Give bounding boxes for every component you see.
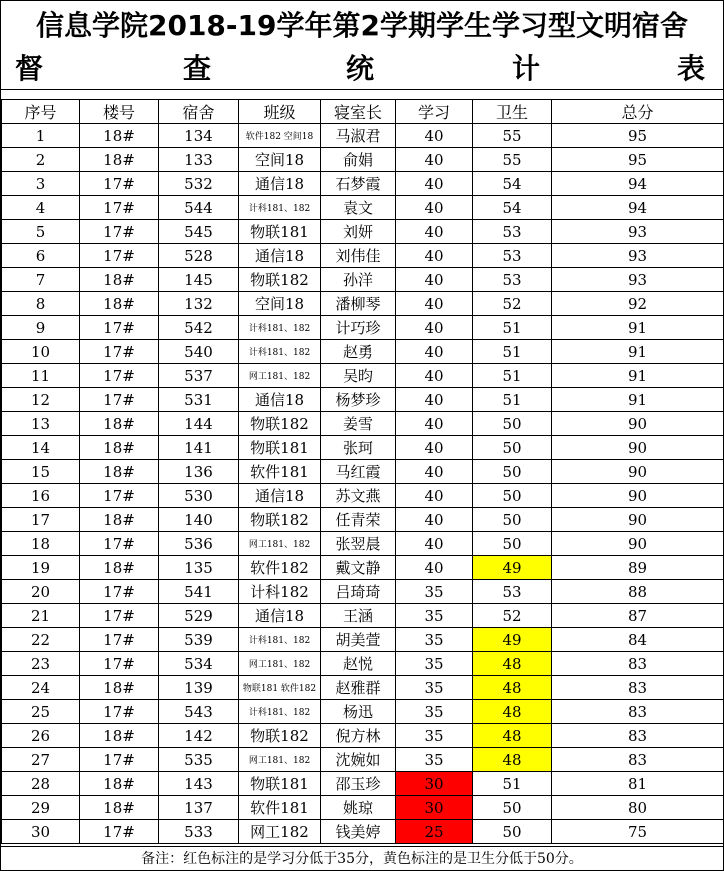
cell-no: 16 xyxy=(2,484,80,508)
cell-study: 40 xyxy=(396,172,473,196)
cell-no: 26 xyxy=(2,724,80,748)
cell-room: 139 xyxy=(159,676,239,700)
cell-hygiene: 54 xyxy=(473,196,552,220)
col-header-leader: 寝室长 xyxy=(321,100,396,124)
cell-building: 17# xyxy=(80,652,159,676)
cell-leader: 邵玉珍 xyxy=(321,772,396,796)
cell-hygiene: 49 xyxy=(473,556,552,580)
cell-no: 20 xyxy=(2,580,80,604)
table-row xyxy=(2,364,724,388)
cell-study: 35 xyxy=(396,604,473,628)
cell-total: 91 xyxy=(552,364,724,388)
cell-total: 90 xyxy=(552,484,724,508)
cell-class: 网工181、182 xyxy=(239,652,321,676)
cell-hygiene: 48 xyxy=(473,676,552,700)
cell-room: 543 xyxy=(159,700,239,724)
cell-class: 网工181、182 xyxy=(239,748,321,772)
cell-total: 95 xyxy=(552,124,724,148)
cell-no: 14 xyxy=(2,436,80,460)
cell-hygiene: 53 xyxy=(473,244,552,268)
cell-building: 17# xyxy=(80,820,159,844)
cell-building: 17# xyxy=(80,244,159,268)
cell-hygiene: 52 xyxy=(473,604,552,628)
cell-building: 17# xyxy=(80,748,159,772)
table-row xyxy=(2,340,724,364)
cell-total: 87 xyxy=(552,604,724,628)
cell-building: 18# xyxy=(80,508,159,532)
cell-total: 90 xyxy=(552,508,724,532)
cell-leader: 计巧珍 xyxy=(321,316,396,340)
cell-study: 40 xyxy=(396,508,473,532)
cell-room: 542 xyxy=(159,316,239,340)
table-row xyxy=(2,148,724,172)
cell-no: 18 xyxy=(2,532,80,556)
cell-leader: 刘妍 xyxy=(321,220,396,244)
cell-leader: 吕琦琦 xyxy=(321,580,396,604)
cell-room: 532 xyxy=(159,172,239,196)
table-row xyxy=(2,268,724,292)
cell-room: 539 xyxy=(159,628,239,652)
table-row xyxy=(2,556,724,580)
cell-study: 40 xyxy=(396,220,473,244)
cell-building: 18# xyxy=(80,412,159,436)
cell-leader: 姜雪 xyxy=(321,412,396,436)
cell-leader: 赵勇 xyxy=(321,340,396,364)
cell-building: 17# xyxy=(80,700,159,724)
cell-hygiene: 49 xyxy=(473,628,552,652)
cell-study: 40 xyxy=(396,196,473,220)
col-header-study: 学习 xyxy=(396,100,473,124)
cell-leader: 张珂 xyxy=(321,436,396,460)
subtitle-char: 督 xyxy=(15,52,44,85)
cell-building: 18# xyxy=(80,124,159,148)
cell-study: 40 xyxy=(396,436,473,460)
cell-total: 90 xyxy=(552,412,724,436)
cell-total: 81 xyxy=(552,772,724,796)
cell-class: 通信18 xyxy=(239,172,321,196)
cell-room: 143 xyxy=(159,772,239,796)
cell-total: 91 xyxy=(552,340,724,364)
cell-building: 17# xyxy=(80,532,159,556)
cell-total: 91 xyxy=(552,316,724,340)
cell-building: 17# xyxy=(80,604,159,628)
cell-total: 94 xyxy=(552,196,724,220)
score-table xyxy=(1,99,724,844)
cell-class: 计科181、182 xyxy=(239,196,321,220)
cell-study: 35 xyxy=(396,628,473,652)
table-row xyxy=(2,724,724,748)
cell-building: 18# xyxy=(80,772,159,796)
cell-class: 空间18 xyxy=(239,292,321,316)
cell-hygiene: 54 xyxy=(473,172,552,196)
table-row xyxy=(2,580,724,604)
cell-building: 17# xyxy=(80,628,159,652)
cell-total: 90 xyxy=(552,532,724,556)
cell-leader: 杨梦珍 xyxy=(321,388,396,412)
cell-building: 17# xyxy=(80,388,159,412)
table-row xyxy=(2,172,724,196)
header-gap xyxy=(1,89,723,99)
cell-room: 530 xyxy=(159,484,239,508)
table-body xyxy=(2,124,724,844)
title-area xyxy=(1,1,723,90)
col-header-hygiene: 卫生 xyxy=(473,100,552,124)
cell-leader: 倪方林 xyxy=(321,724,396,748)
cell-leader: 苏文燕 xyxy=(321,484,396,508)
cell-no: 1 xyxy=(2,124,80,148)
cell-hygiene: 48 xyxy=(473,652,552,676)
cell-total: 80 xyxy=(552,796,724,820)
cell-room: 136 xyxy=(159,460,239,484)
table-row xyxy=(2,292,724,316)
cell-study: 40 xyxy=(396,412,473,436)
cell-hygiene: 50 xyxy=(473,436,552,460)
cell-class: 物联181 xyxy=(239,772,321,796)
cell-hygiene: 51 xyxy=(473,316,552,340)
col-header-room: 宿舍 xyxy=(159,100,239,124)
cell-total: 83 xyxy=(552,676,724,700)
cell-room: 533 xyxy=(159,820,239,844)
cell-hygiene: 50 xyxy=(473,820,552,844)
sheet-title: 信息学院2018-19学年第2学期学生学习型文明宿舍 xyxy=(35,9,688,42)
cell-room: 132 xyxy=(159,292,239,316)
col-header-class: 班级 xyxy=(239,100,321,124)
table-row xyxy=(2,628,724,652)
cell-study: 25 xyxy=(396,820,473,844)
cell-no: 23 xyxy=(2,652,80,676)
cell-class: 通信18 xyxy=(239,604,321,628)
cell-hygiene: 52 xyxy=(473,292,552,316)
cell-hygiene: 50 xyxy=(473,412,552,436)
cell-hygiene: 50 xyxy=(473,532,552,556)
cell-room: 537 xyxy=(159,364,239,388)
cell-room: 540 xyxy=(159,340,239,364)
cell-building: 17# xyxy=(80,580,159,604)
cell-class: 物联181 xyxy=(239,220,321,244)
cell-leader: 石梦霞 xyxy=(321,172,396,196)
cell-hygiene: 53 xyxy=(473,268,552,292)
cell-room: 534 xyxy=(159,652,239,676)
cell-leader: 俞娟 xyxy=(321,148,396,172)
cell-class: 物联182 xyxy=(239,412,321,436)
cell-building: 17# xyxy=(80,364,159,388)
table-row xyxy=(2,748,724,772)
cell-leader: 张翌晨 xyxy=(321,532,396,556)
cell-study: 35 xyxy=(396,724,473,748)
cell-leader: 袁文 xyxy=(321,196,396,220)
cell-room: 140 xyxy=(159,508,239,532)
cell-leader: 刘伟佳 xyxy=(321,244,396,268)
cell-total: 90 xyxy=(552,460,724,484)
cell-building: 18# xyxy=(80,460,159,484)
table-row xyxy=(2,484,724,508)
cell-room: 541 xyxy=(159,580,239,604)
subtitle-char: 计 xyxy=(512,52,541,85)
cell-room: 145 xyxy=(159,268,239,292)
cell-total: 93 xyxy=(552,220,724,244)
table-row xyxy=(2,460,724,484)
cell-total: 75 xyxy=(552,820,724,844)
cell-total: 91 xyxy=(552,388,724,412)
cell-study: 40 xyxy=(396,316,473,340)
cell-leader: 马红霞 xyxy=(321,460,396,484)
cell-class: 计科181、182 xyxy=(239,628,321,652)
cell-no: 11 xyxy=(2,364,80,388)
cell-class: 网工181、182 xyxy=(239,364,321,388)
cell-room: 536 xyxy=(159,532,239,556)
cell-class: 软件182 空间18 xyxy=(239,124,321,148)
cell-study: 35 xyxy=(396,676,473,700)
cell-total: 83 xyxy=(552,652,724,676)
table-row xyxy=(2,220,724,244)
table-row xyxy=(2,700,724,724)
cell-building: 18# xyxy=(80,724,159,748)
cell-room: 544 xyxy=(159,196,239,220)
cell-building: 18# xyxy=(80,292,159,316)
table-row xyxy=(2,796,724,820)
cell-hygiene: 51 xyxy=(473,388,552,412)
cell-no: 30 xyxy=(2,820,80,844)
cell-class: 物联182 xyxy=(239,268,321,292)
cell-study: 40 xyxy=(396,292,473,316)
cell-no: 27 xyxy=(2,748,80,772)
cell-hygiene: 48 xyxy=(473,748,552,772)
cell-total: 83 xyxy=(552,748,724,772)
cell-room: 135 xyxy=(159,556,239,580)
cell-no: 9 xyxy=(2,316,80,340)
cell-room: 535 xyxy=(159,748,239,772)
cell-building: 17# xyxy=(80,316,159,340)
sheet-subtitle xyxy=(1,51,723,89)
cell-no: 8 xyxy=(2,292,80,316)
cell-no: 17 xyxy=(2,508,80,532)
cell-study: 40 xyxy=(396,484,473,508)
table-row xyxy=(2,676,724,700)
cell-building: 17# xyxy=(80,340,159,364)
cell-hygiene: 55 xyxy=(473,124,552,148)
table-row xyxy=(2,820,724,844)
cell-no: 22 xyxy=(2,628,80,652)
cell-no: 28 xyxy=(2,772,80,796)
cell-study: 40 xyxy=(396,364,473,388)
cell-class: 通信18 xyxy=(239,484,321,508)
cell-leader: 钱美婷 xyxy=(321,820,396,844)
cell-hygiene: 48 xyxy=(473,700,552,724)
cell-building: 18# xyxy=(80,676,159,700)
cell-study: 35 xyxy=(396,700,473,724)
cell-total: 95 xyxy=(552,148,724,172)
table-row xyxy=(2,436,724,460)
cell-leader: 孙洋 xyxy=(321,268,396,292)
cell-leader: 任青荣 xyxy=(321,508,396,532)
cell-room: 531 xyxy=(159,388,239,412)
cell-study: 40 xyxy=(396,124,473,148)
cell-no: 6 xyxy=(2,244,80,268)
cell-total: 94 xyxy=(552,172,724,196)
subtitle-char: 查 xyxy=(183,52,212,85)
table-row xyxy=(2,412,724,436)
cell-leader: 沈婉如 xyxy=(321,748,396,772)
cell-class: 网工182 xyxy=(239,820,321,844)
cell-study: 30 xyxy=(396,796,473,820)
cell-building: 17# xyxy=(80,196,159,220)
cell-class: 空间18 xyxy=(239,148,321,172)
cell-building: 17# xyxy=(80,484,159,508)
cell-class: 计科181、182 xyxy=(239,316,321,340)
cell-building: 18# xyxy=(80,556,159,580)
cell-no: 25 xyxy=(2,700,80,724)
cell-total: 93 xyxy=(552,244,724,268)
cell-no: 10 xyxy=(2,340,80,364)
cell-class: 通信18 xyxy=(239,388,321,412)
cell-class: 计科181、182 xyxy=(239,700,321,724)
cell-study: 40 xyxy=(396,268,473,292)
cell-hygiene: 51 xyxy=(473,340,552,364)
cell-no: 7 xyxy=(2,268,80,292)
cell-class: 软件181 xyxy=(239,460,321,484)
cell-class: 通信18 xyxy=(239,244,321,268)
cell-total: 83 xyxy=(552,700,724,724)
cell-room: 133 xyxy=(159,148,239,172)
cell-class: 软件182 xyxy=(239,556,321,580)
cell-building: 18# xyxy=(80,148,159,172)
cell-class: 物联182 xyxy=(239,724,321,748)
cell-class: 物联181 xyxy=(239,436,321,460)
cell-hygiene: 51 xyxy=(473,364,552,388)
cell-class: 计科182 xyxy=(239,580,321,604)
cell-hygiene: 53 xyxy=(473,580,552,604)
cell-leader: 杨迅 xyxy=(321,700,396,724)
col-header-no: 序号 xyxy=(2,100,80,124)
cell-leader: 吴昀 xyxy=(321,364,396,388)
cell-building: 18# xyxy=(80,268,159,292)
cell-building: 18# xyxy=(80,436,159,460)
cell-hygiene: 50 xyxy=(473,796,552,820)
cell-study: 35 xyxy=(396,580,473,604)
table-row xyxy=(2,244,724,268)
cell-building: 17# xyxy=(80,172,159,196)
cell-study: 30 xyxy=(396,772,473,796)
cell-leader: 赵悦 xyxy=(321,652,396,676)
cell-room: 141 xyxy=(159,436,239,460)
cell-study: 40 xyxy=(396,148,473,172)
cell-study: 40 xyxy=(396,340,473,364)
cell-no: 12 xyxy=(2,388,80,412)
footer-note: 备注：红色标注的是学习分低于35分，黄色标注的是卫生分低于50分。 xyxy=(1,846,723,871)
cell-hygiene: 51 xyxy=(473,772,552,796)
subtitle-char: 表 xyxy=(677,52,706,85)
cell-no: 21 xyxy=(2,604,80,628)
cell-no: 24 xyxy=(2,676,80,700)
cell-study: 40 xyxy=(396,460,473,484)
cell-study: 35 xyxy=(396,748,473,772)
cell-building: 18# xyxy=(80,796,159,820)
cell-total: 88 xyxy=(552,580,724,604)
cell-leader: 潘柳琴 xyxy=(321,292,396,316)
cell-hygiene: 53 xyxy=(473,220,552,244)
table-row xyxy=(2,652,724,676)
cell-room: 529 xyxy=(159,604,239,628)
cell-class: 网工181、182 xyxy=(239,532,321,556)
cell-class: 软件181 xyxy=(239,796,321,820)
cell-hygiene: 48 xyxy=(473,724,552,748)
cell-room: 545 xyxy=(159,220,239,244)
table-row xyxy=(2,388,724,412)
cell-no: 29 xyxy=(2,796,80,820)
cell-room: 528 xyxy=(159,244,239,268)
cell-study: 40 xyxy=(396,244,473,268)
cell-study: 40 xyxy=(396,556,473,580)
cell-building: 17# xyxy=(80,220,159,244)
cell-room: 144 xyxy=(159,412,239,436)
cell-room: 142 xyxy=(159,724,239,748)
cell-no: 19 xyxy=(2,556,80,580)
cell-study: 40 xyxy=(396,532,473,556)
table-row xyxy=(2,508,724,532)
table-row xyxy=(2,604,724,628)
cell-total: 90 xyxy=(552,436,724,460)
col-header-building: 楼号 xyxy=(80,100,159,124)
cell-hygiene: 50 xyxy=(473,508,552,532)
cell-leader: 王涵 xyxy=(321,604,396,628)
cell-class: 计科181、182 xyxy=(239,340,321,364)
cell-no: 15 xyxy=(2,460,80,484)
cell-no: 4 xyxy=(2,196,80,220)
cell-room: 134 xyxy=(159,124,239,148)
cell-no: 13 xyxy=(2,412,80,436)
cell-room: 137 xyxy=(159,796,239,820)
cell-total: 84 xyxy=(552,628,724,652)
cell-total: 92 xyxy=(552,292,724,316)
table-row xyxy=(2,772,724,796)
table-row xyxy=(2,124,724,148)
cell-leader: 胡美萱 xyxy=(321,628,396,652)
table-row xyxy=(2,532,724,556)
cell-leader: 赵雅群 xyxy=(321,676,396,700)
cell-total: 93 xyxy=(552,268,724,292)
cell-leader: 姚琼 xyxy=(321,796,396,820)
cell-hygiene: 55 xyxy=(473,148,552,172)
cell-study: 40 xyxy=(396,388,473,412)
cell-leader: 戴文静 xyxy=(321,556,396,580)
subtitle-char: 统 xyxy=(346,52,375,85)
cell-total: 89 xyxy=(552,556,724,580)
cell-total: 83 xyxy=(552,724,724,748)
table-header-row xyxy=(2,100,724,124)
cell-class: 物联182 xyxy=(239,508,321,532)
table-row xyxy=(2,196,724,220)
cell-no: 5 xyxy=(2,220,80,244)
cell-hygiene: 50 xyxy=(473,484,552,508)
cell-no: 2 xyxy=(2,148,80,172)
cell-study: 35 xyxy=(396,652,473,676)
cell-class: 物联181 软件182 xyxy=(239,676,321,700)
cell-no: 3 xyxy=(2,172,80,196)
cell-hygiene: 50 xyxy=(473,460,552,484)
cell-leader: 马淑君 xyxy=(321,124,396,148)
table-row xyxy=(2,316,724,340)
col-header-total: 总分 xyxy=(552,100,724,124)
